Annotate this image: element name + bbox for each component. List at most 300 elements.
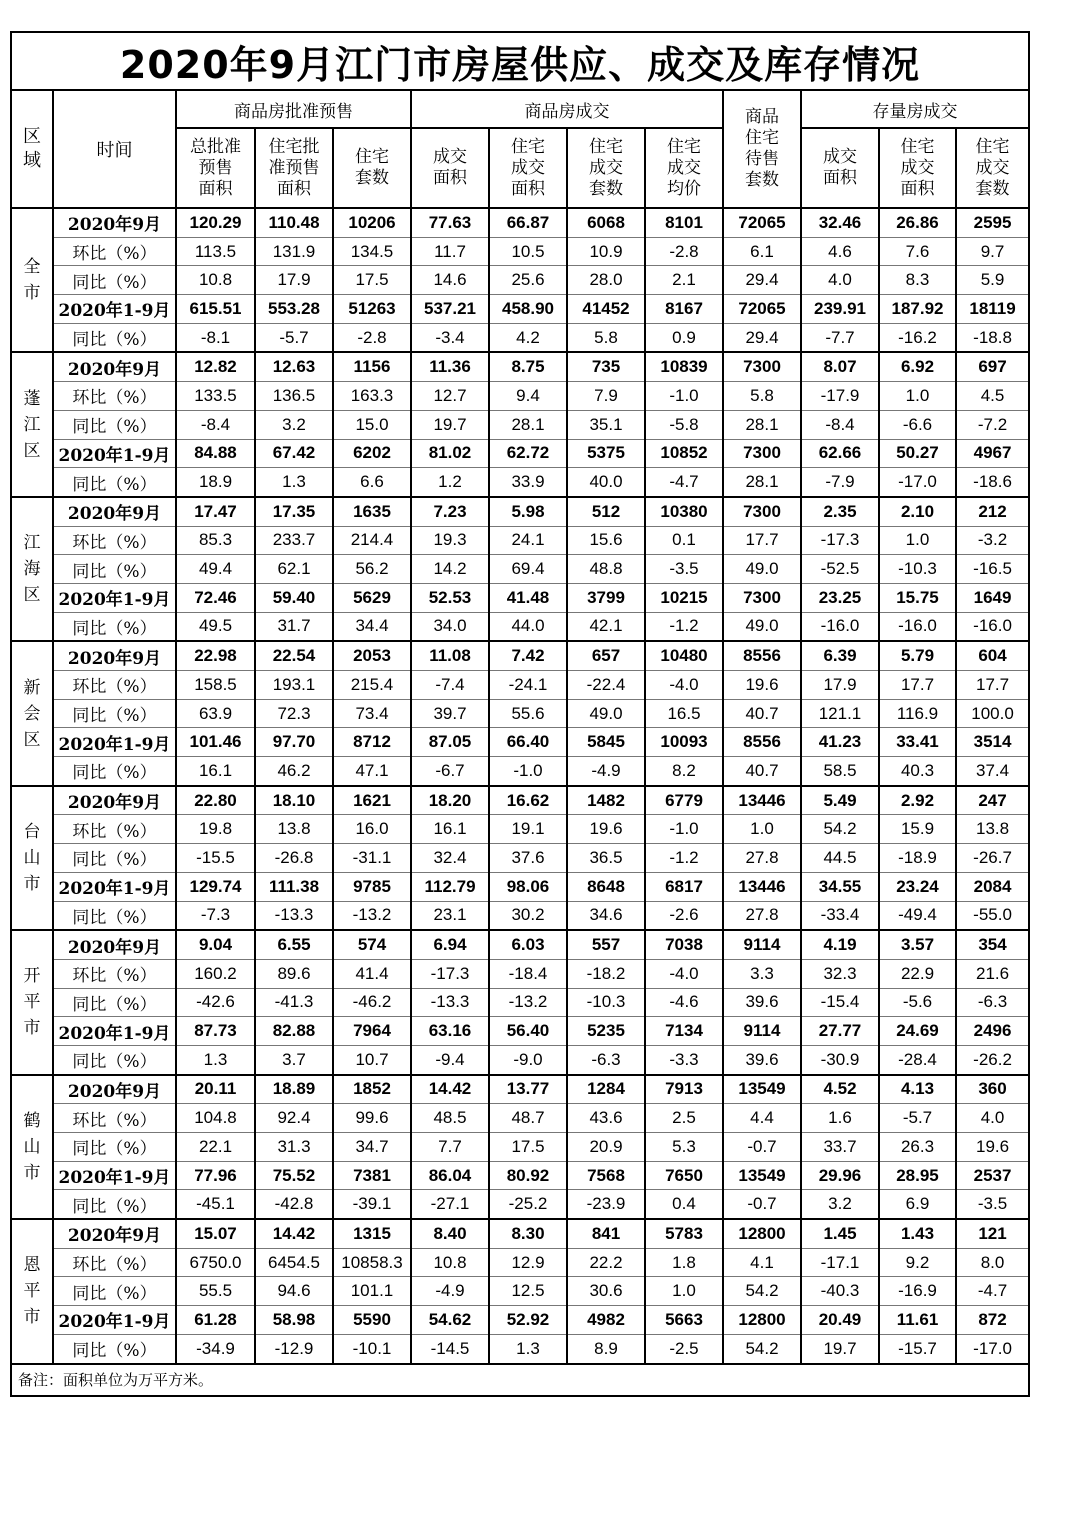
table-cell-res-stock-units: 7300 (723, 439, 801, 468)
table-cell-deal-area: -3.4 (411, 323, 489, 352)
table-cell-res-deal-area: 66.40 (489, 728, 567, 757)
table-cell-existing-deal-area: 121.1 (801, 699, 879, 728)
table-cell-existing-res-area: -16.0 (879, 612, 956, 641)
table-cell-res-deal-units: -4.9 (567, 757, 645, 786)
region-name: 全 市 (11, 208, 53, 352)
table-cell-existing-res-units: 2595 (956, 208, 1029, 237)
table-cell-res-deal-area: -18.4 (489, 959, 567, 988)
table-row (11, 352, 1029, 381)
table-cell-res-stock-units: 49.0 (723, 555, 801, 584)
table-cell-deal-area: 32.4 (411, 844, 489, 873)
table-cell-existing-deal-area: -15.4 (801, 988, 879, 1017)
table-cell-existing-res-area: 22.9 (879, 959, 956, 988)
row-label: 2020年1-9月 (53, 439, 176, 468)
row-label: 环比（%） (53, 959, 176, 988)
row-label: 环比（%） (53, 1104, 176, 1133)
table-cell-res-presale-units: 9785 (333, 872, 411, 901)
table-cell-res-stock-units: 28.1 (723, 468, 801, 497)
table-cell-res-deal-avg-price: 7913 (645, 1075, 723, 1104)
table-cell-deal-area: 87.05 (411, 728, 489, 757)
row-label: 2020年9月 (53, 497, 176, 526)
table-cell-total-presale-area: 160.2 (176, 959, 255, 988)
table-cell-res-deal-area: 4.2 (489, 323, 567, 352)
table-cell-deal-area: 112.79 (411, 872, 489, 901)
table-cell-res-presale-area: 75.52 (255, 1161, 333, 1190)
table-cell-res-deal-units: 43.6 (567, 1104, 645, 1133)
table-cell-existing-res-units: 100.0 (956, 699, 1029, 728)
stock-header-top: 商品 (745, 107, 779, 127)
table-cell-res-stock-units: 27.8 (723, 901, 801, 930)
table-cell-res-deal-units: 41452 (567, 295, 645, 324)
table-cell-existing-res-units: -3.2 (956, 526, 1029, 555)
table-cell-res-deal-area: 7.42 (489, 641, 567, 670)
table-cell-res-deal-avg-price: 5663 (645, 1306, 723, 1335)
table-row (11, 266, 1029, 295)
col-header-res-presale-area: 住宅批 准预售 面积 (255, 128, 333, 208)
table-cell-res-deal-area: 19.1 (489, 815, 567, 844)
table-cell-res-presale-area: 97.70 (255, 728, 333, 757)
table-cell-existing-deal-area: 4.52 (801, 1075, 879, 1104)
table-cell-existing-deal-area: 41.23 (801, 728, 879, 757)
table-cell-total-presale-area: 17.47 (176, 497, 255, 526)
table-cell-existing-res-units: 37.4 (956, 757, 1029, 786)
table-cell-existing-res-units: -6.3 (956, 988, 1029, 1017)
row-label: 2020年1-9月 (53, 583, 176, 612)
table-cell-total-presale-area: 133.5 (176, 382, 255, 411)
table-cell-deal-area: -14.5 (411, 1334, 489, 1363)
table-cell-res-deal-area: 55.6 (489, 699, 567, 728)
table-cell-res-deal-area: 16.62 (489, 786, 567, 815)
table-cell-res-deal-units: -22.4 (567, 671, 645, 700)
table-cell-res-presale-area: 136.5 (255, 382, 333, 411)
table-cell-res-presale-area: 59.40 (255, 583, 333, 612)
table-cell-res-deal-avg-price: 16.5 (645, 699, 723, 728)
table-cell-total-presale-area: 158.5 (176, 671, 255, 700)
table-cell-res-stock-units: 13446 (723, 786, 801, 815)
table-row (11, 786, 1029, 815)
table-row (11, 757, 1029, 786)
table-cell-res-presale-area: 1.3 (255, 468, 333, 497)
table-cell-existing-res-units: -4.7 (956, 1277, 1029, 1306)
table-cell-existing-deal-area: 4.6 (801, 237, 879, 266)
table-cell-res-deal-area: 62.72 (489, 439, 567, 468)
table-cell-res-presale-units: 6.6 (333, 468, 411, 497)
col-header-existing-deal-area: 成交 面积 (801, 128, 879, 208)
table-cell-existing-deal-area: 4.19 (801, 930, 879, 959)
table-cell-res-presale-area: 46.2 (255, 757, 333, 786)
table-cell-res-deal-avg-price: -1.2 (645, 844, 723, 873)
table-cell-res-deal-avg-price: 10480 (645, 641, 723, 670)
row-label: 2020年1-9月 (53, 1306, 176, 1335)
table-cell-res-presale-units: 73.4 (333, 699, 411, 728)
table-cell-res-deal-area: 8.75 (489, 352, 567, 381)
row-label: 同比（%） (53, 266, 176, 295)
table-cell-existing-res-units: -17.0 (956, 1334, 1029, 1363)
table-cell-existing-deal-area: 62.66 (801, 439, 879, 468)
table-cell-existing-res-area: -5.7 (879, 1104, 956, 1133)
table-cell-existing-deal-area: -7.7 (801, 323, 879, 352)
table-cell-res-deal-units: 657 (567, 641, 645, 670)
table-row (11, 930, 1029, 959)
table-row (11, 1017, 1029, 1046)
row-label: 同比（%） (53, 699, 176, 728)
table-cell-existing-res-units: -3.5 (956, 1190, 1029, 1219)
table-cell-res-presale-units: 99.6 (333, 1104, 411, 1133)
row-label: 同比（%） (53, 988, 176, 1017)
table-cell-existing-res-area: 15.9 (879, 815, 956, 844)
table-cell-res-deal-avg-price: 1.0 (645, 1277, 723, 1306)
table-row (11, 382, 1029, 411)
table-cell-deal-area: 14.2 (411, 555, 489, 584)
table-cell-res-presale-units: -13.2 (333, 901, 411, 930)
table-cell-existing-res-area: -16.2 (879, 323, 956, 352)
table-cell-existing-res-units: 360 (956, 1075, 1029, 1104)
table-cell-deal-area: 81.02 (411, 439, 489, 468)
table-cell-res-deal-area: 56.40 (489, 1017, 567, 1046)
table-cell-deal-area: 39.7 (411, 699, 489, 728)
table-cell-existing-deal-area: -40.3 (801, 1277, 879, 1306)
existing-group-header: 存量房成交 (801, 90, 1029, 128)
table-cell-total-presale-area: 6750.0 (176, 1248, 255, 1277)
table-cell-res-presale-area: 3.2 (255, 410, 333, 439)
table-row (11, 237, 1029, 266)
table-cell-res-presale-area: 6.55 (255, 930, 333, 959)
table-cell-res-deal-units: 8.9 (567, 1334, 645, 1363)
region-header: 区 域 (11, 90, 53, 208)
table-cell-res-presale-units: 1635 (333, 497, 411, 526)
table-cell-res-deal-area: 10.5 (489, 237, 567, 266)
row-label: 同比（%） (53, 410, 176, 439)
table-cell-deal-area: 7.23 (411, 497, 489, 526)
table-cell-deal-area: 7.7 (411, 1133, 489, 1162)
table-cell-res-presale-units: -31.1 (333, 844, 411, 873)
row-label: 环比（%） (53, 671, 176, 700)
row-label: 2020年9月 (53, 208, 176, 237)
table-cell-deal-area: 23.1 (411, 901, 489, 930)
table-cell-existing-res-area: 9.2 (879, 1248, 956, 1277)
table-row (11, 1075, 1029, 1104)
table-cell-res-deal-avg-price: 0.1 (645, 526, 723, 555)
table-cell-res-stock-units: 40.7 (723, 757, 801, 786)
table-cell-existing-deal-area: 239.91 (801, 295, 879, 324)
table-cell-res-stock-units: -0.7 (723, 1190, 801, 1219)
table-cell-deal-area: -7.4 (411, 671, 489, 700)
table-cell-res-stock-units: 4.4 (723, 1104, 801, 1133)
table-cell-res-deal-avg-price: -2.6 (645, 901, 723, 930)
table-cell-res-presale-area: 18.89 (255, 1075, 333, 1104)
table-cell-res-deal-avg-price: 10839 (645, 352, 723, 381)
table-cell-res-stock-units: 7300 (723, 352, 801, 381)
table-cell-res-deal-units: 48.8 (567, 555, 645, 584)
table-cell-res-presale-area: 12.63 (255, 352, 333, 381)
table-cell-res-stock-units: 5.8 (723, 382, 801, 411)
table-cell-deal-area: 48.5 (411, 1104, 489, 1133)
table-cell-res-presale-area: 131.9 (255, 237, 333, 266)
table-cell-res-deal-area: 30.2 (489, 901, 567, 930)
table-cell-res-deal-avg-price: -4.0 (645, 959, 723, 988)
table-cell-deal-area: -13.3 (411, 988, 489, 1017)
table-cell-existing-res-area: -10.3 (879, 555, 956, 584)
table-cell-existing-deal-area: -33.4 (801, 901, 879, 930)
table-cell-res-deal-units: 49.0 (567, 699, 645, 728)
table-cell-res-deal-units: 35.1 (567, 410, 645, 439)
table-cell-res-deal-avg-price: -2.8 (645, 237, 723, 266)
table-cell-existing-res-area: 4.13 (879, 1075, 956, 1104)
table-cell-res-presale-area: 14.42 (255, 1219, 333, 1248)
table-cell-res-deal-area: 9.4 (489, 382, 567, 411)
time-header: 时间 (53, 90, 176, 208)
row-label: 同比（%） (53, 1133, 176, 1162)
col-header-total-presale-area: 总批准 预售 面积 (176, 128, 255, 208)
table-cell-existing-res-units: 17.7 (956, 671, 1029, 700)
table-cell-res-deal-area: 24.1 (489, 526, 567, 555)
table-cell-res-presale-area: 3.7 (255, 1045, 333, 1074)
table-cell-res-presale-units: 10.7 (333, 1045, 411, 1074)
table-cell-res-deal-units: 30.6 (567, 1277, 645, 1306)
table-cell-existing-res-units: -18.6 (956, 468, 1029, 497)
table-cell-existing-res-area: 6.9 (879, 1190, 956, 1219)
table-cell-existing-deal-area: 20.49 (801, 1306, 879, 1335)
table-cell-existing-deal-area: -7.9 (801, 468, 879, 497)
table-cell-res-deal-area: 12.5 (489, 1277, 567, 1306)
row-label: 2020年1-9月 (53, 728, 176, 757)
table-cell-existing-res-units: 1649 (956, 583, 1029, 612)
table-cell-res-deal-avg-price: 5.3 (645, 1133, 723, 1162)
table-cell-res-deal-units: 22.2 (567, 1248, 645, 1277)
table-cell-existing-deal-area: 1.45 (801, 1219, 879, 1248)
table-cell-total-presale-area: 22.80 (176, 786, 255, 815)
table-cell-total-presale-area: 84.88 (176, 439, 255, 468)
table-cell-existing-res-area: -17.0 (879, 468, 956, 497)
table-cell-res-presale-units: 41.4 (333, 959, 411, 988)
table-cell-existing-res-units: 697 (956, 352, 1029, 381)
table-cell-res-deal-area: 5.98 (489, 497, 567, 526)
table-cell-total-presale-area: 1.3 (176, 1045, 255, 1074)
table-row (11, 555, 1029, 584)
table-cell-res-deal-units: 15.6 (567, 526, 645, 555)
table-cell-existing-res-units: 354 (956, 930, 1029, 959)
table-cell-res-stock-units: 8556 (723, 728, 801, 757)
row-label: 同比（%） (53, 1277, 176, 1306)
table-cell-res-stock-units: 54.2 (723, 1334, 801, 1363)
footnote: 备注：面积单位为万平方米。 (11, 1364, 1029, 1396)
table-cell-res-deal-avg-price: -4.0 (645, 671, 723, 700)
table-row (11, 1248, 1029, 1277)
table-cell-deal-area: 18.20 (411, 786, 489, 815)
table-cell-existing-res-area: -28.4 (879, 1045, 956, 1074)
table-row (11, 699, 1029, 728)
table-cell-res-stock-units: 39.6 (723, 988, 801, 1017)
table-cell-existing-deal-area: 34.55 (801, 872, 879, 901)
table-cell-res-presale-area: -42.8 (255, 1190, 333, 1219)
table-cell-existing-deal-area: -17.9 (801, 382, 879, 411)
table-cell-deal-area: 52.53 (411, 583, 489, 612)
table-cell-total-presale-area: 120.29 (176, 208, 255, 237)
table-cell-existing-deal-area: 4.0 (801, 266, 879, 295)
table-cell-existing-deal-area: 54.2 (801, 815, 879, 844)
table-cell-res-deal-area: 1.3 (489, 1334, 567, 1363)
table-cell-res-stock-units: 54.2 (723, 1277, 801, 1306)
row-label: 2020年9月 (53, 1219, 176, 1248)
table-cell-deal-area: 6.94 (411, 930, 489, 959)
table-cell-res-deal-avg-price: -3.3 (645, 1045, 723, 1074)
row-label: 同比（%） (53, 468, 176, 497)
table-cell-res-deal-area: 13.77 (489, 1075, 567, 1104)
table-cell-res-presale-area: 17.9 (255, 266, 333, 295)
table-cell-deal-area: 63.16 (411, 1017, 489, 1046)
table-cell-existing-res-units: 604 (956, 641, 1029, 670)
table-cell-existing-res-units: 4.0 (956, 1104, 1029, 1133)
table-cell-existing-res-area: 116.9 (879, 699, 956, 728)
row-label: 2020年9月 (53, 352, 176, 381)
table-cell-res-deal-units: 10.9 (567, 237, 645, 266)
table-cell-deal-area: 11.7 (411, 237, 489, 266)
table-cell-res-presale-area: 31.3 (255, 1133, 333, 1162)
table-cell-existing-res-area: 3.57 (879, 930, 956, 959)
table-cell-total-presale-area: 22.1 (176, 1133, 255, 1162)
table-cell-res-stock-units: 29.4 (723, 323, 801, 352)
table-cell-existing-res-units: 247 (956, 786, 1029, 815)
table-cell-total-presale-area: 20.11 (176, 1075, 255, 1104)
table-cell-existing-res-units: 4.5 (956, 382, 1029, 411)
table-cell-deal-area: 77.63 (411, 208, 489, 237)
row-label: 环比（%） (53, 526, 176, 555)
table-cell-res-presale-units: 5590 (333, 1306, 411, 1335)
table-cell-existing-res-units: 5.9 (956, 266, 1029, 295)
table-cell-res-presale-area: -12.9 (255, 1334, 333, 1363)
table-cell-res-stock-units: 1.0 (723, 815, 801, 844)
table-cell-existing-deal-area: 58.5 (801, 757, 879, 786)
table-cell-res-presale-area: 22.54 (255, 641, 333, 670)
table-row (11, 1277, 1029, 1306)
table-cell-res-presale-units: 17.5 (333, 266, 411, 295)
table-cell-total-presale-area: 9.04 (176, 930, 255, 959)
table-cell-res-presale-units: -10.1 (333, 1334, 411, 1363)
table-cell-res-presale-units: 1621 (333, 786, 411, 815)
table-cell-res-deal-area: 69.4 (489, 555, 567, 584)
table-cell-res-deal-units: 841 (567, 1219, 645, 1248)
col-header-res-deal-avg-price: 住宅 成交 均价 (645, 128, 723, 208)
table-cell-res-deal-area: -25.2 (489, 1190, 567, 1219)
table-cell-existing-deal-area: -8.4 (801, 410, 879, 439)
table-cell-res-presale-area: 72.3 (255, 699, 333, 728)
table-row (11, 497, 1029, 526)
table-cell-res-deal-units: 3799 (567, 583, 645, 612)
table-cell-res-deal-area: 37.6 (489, 844, 567, 873)
table-cell-existing-res-area: 15.75 (879, 583, 956, 612)
table-cell-res-deal-units: -23.9 (567, 1190, 645, 1219)
table-cell-deal-area: 16.1 (411, 815, 489, 844)
table-cell-existing-res-units: 212 (956, 497, 1029, 526)
table-cell-existing-res-units: -18.8 (956, 323, 1029, 352)
row-label: 同比（%） (53, 323, 176, 352)
table-cell-res-deal-area: 458.90 (489, 295, 567, 324)
deal-group-header: 商品房成交 (411, 90, 723, 128)
table-cell-res-stock-units: 12800 (723, 1306, 801, 1335)
table-cell-deal-area: 14.42 (411, 1075, 489, 1104)
table-row (11, 583, 1029, 612)
table-cell-total-presale-area: 49.4 (176, 555, 255, 584)
table-cell-res-deal-units: -10.3 (567, 988, 645, 1017)
table-cell-deal-area: 19.3 (411, 526, 489, 555)
table-cell-res-deal-area: 98.06 (489, 872, 567, 901)
row-label: 2020年9月 (53, 1075, 176, 1104)
table-cell-total-presale-area: 15.07 (176, 1219, 255, 1248)
table-cell-existing-deal-area: 32.3 (801, 959, 879, 988)
table-cell-res-deal-units: 8648 (567, 872, 645, 901)
table-cell-res-stock-units: 72065 (723, 208, 801, 237)
table-cell-existing-res-area: 26.3 (879, 1133, 956, 1162)
row-label: 同比（%） (53, 555, 176, 584)
table-row (11, 1306, 1029, 1335)
table-row (11, 901, 1029, 930)
table-cell-res-deal-units: 34.6 (567, 901, 645, 930)
table-cell-res-deal-avg-price: 7650 (645, 1161, 723, 1190)
table-cell-res-stock-units: 29.4 (723, 266, 801, 295)
table-cell-total-presale-area: -15.5 (176, 844, 255, 873)
table-cell-res-deal-avg-price: -1.0 (645, 382, 723, 411)
stock-header-bottom: 住宅 待售 套数 (745, 128, 779, 190)
table-cell-res-deal-area: 33.9 (489, 468, 567, 497)
table-cell-deal-area: 11.08 (411, 641, 489, 670)
table-cell-existing-deal-area: 23.25 (801, 583, 879, 612)
table-cell-res-presale-area: 58.98 (255, 1306, 333, 1335)
table-cell-res-deal-avg-price: 6817 (645, 872, 723, 901)
table-cell-total-presale-area: 18.9 (176, 468, 255, 497)
table-cell-existing-deal-area: 2.35 (801, 497, 879, 526)
table-cell-existing-deal-area: 6.39 (801, 641, 879, 670)
table-cell-deal-area: 34.0 (411, 612, 489, 641)
table-cell-existing-res-units: -55.0 (956, 901, 1029, 930)
table-cell-existing-deal-area: -30.9 (801, 1045, 879, 1074)
table-cell-res-presale-units: -2.8 (333, 323, 411, 352)
table-cell-deal-area: -17.3 (411, 959, 489, 988)
table-cell-res-deal-area: -13.2 (489, 988, 567, 1017)
table-cell-deal-area: 10.8 (411, 1248, 489, 1277)
table-cell-res-presale-area: -41.3 (255, 988, 333, 1017)
table-cell-res-deal-avg-price: 2.1 (645, 266, 723, 295)
table-cell-res-presale-units: 2053 (333, 641, 411, 670)
table-cell-res-deal-avg-price: 2.5 (645, 1104, 723, 1133)
table-cell-deal-area: -4.9 (411, 1277, 489, 1306)
table-row (11, 208, 1029, 237)
table-cell-res-presale-area: -5.7 (255, 323, 333, 352)
table-cell-total-presale-area: 87.73 (176, 1017, 255, 1046)
table-cell-existing-res-area: 23.24 (879, 872, 956, 901)
table-cell-res-presale-units: 574 (333, 930, 411, 959)
table-cell-existing-res-area: -16.9 (879, 1277, 956, 1306)
table-cell-existing-res-area: -5.6 (879, 988, 956, 1017)
table-cell-total-presale-area: 55.5 (176, 1277, 255, 1306)
table-cell-res-stock-units: 4.1 (723, 1248, 801, 1277)
table-cell-res-deal-avg-price: 8101 (645, 208, 723, 237)
table-cell-total-presale-area: 16.1 (176, 757, 255, 786)
table-cell-res-deal-units: 20.9 (567, 1133, 645, 1162)
table-row (11, 959, 1029, 988)
table-cell-res-deal-units: 36.5 (567, 844, 645, 873)
table-cell-existing-res-units: 2084 (956, 872, 1029, 901)
table-cell-res-presale-area: 31.7 (255, 612, 333, 641)
table-cell-res-deal-units: 6068 (567, 208, 645, 237)
table-cell-res-stock-units: 17.7 (723, 526, 801, 555)
table-cell-res-deal-avg-price: 10380 (645, 497, 723, 526)
table-cell-res-deal-avg-price: 5783 (645, 1219, 723, 1248)
table-cell-existing-deal-area: 33.7 (801, 1133, 879, 1162)
table-cell-existing-res-units: 21.6 (956, 959, 1029, 988)
table-cell-res-deal-area: 44.0 (489, 612, 567, 641)
table-cell-existing-res-area: 6.92 (879, 352, 956, 381)
table-cell-res-presale-area: 67.42 (255, 439, 333, 468)
